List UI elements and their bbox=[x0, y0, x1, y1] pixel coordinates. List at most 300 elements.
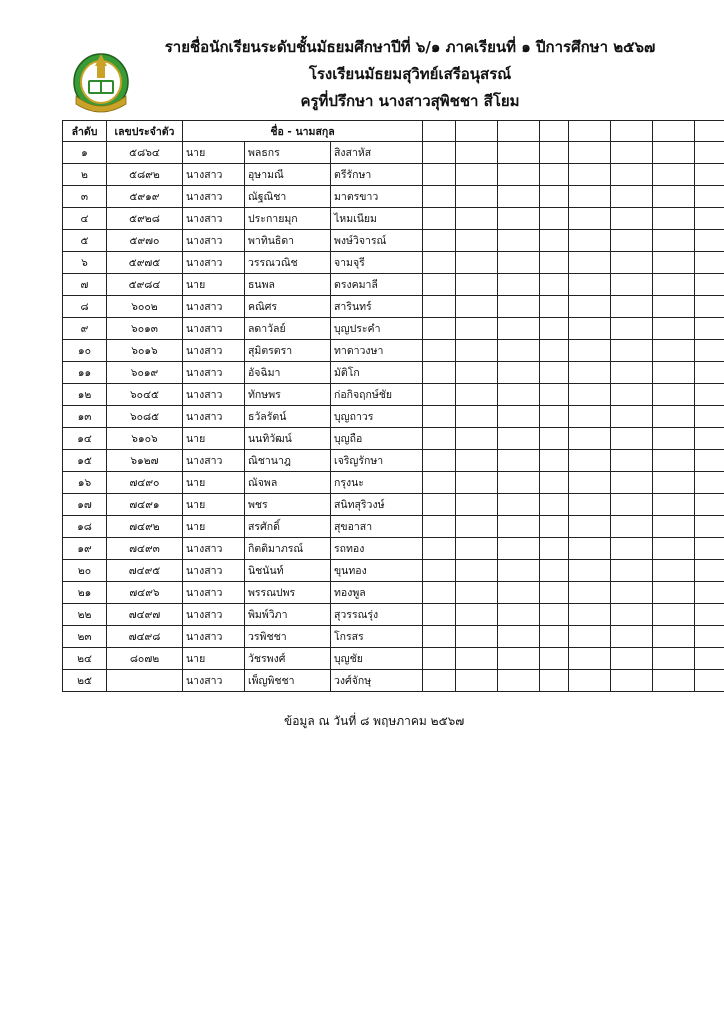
last-name: ตรงคมาลี bbox=[331, 274, 423, 296]
row-number: ๑๘ bbox=[63, 516, 107, 538]
student-id: ๖๐๔๕ bbox=[107, 384, 183, 406]
table-row bbox=[63, 142, 724, 164]
blank-cell bbox=[611, 538, 653, 560]
last-name: ทองพูล bbox=[331, 582, 423, 604]
blank-cell bbox=[423, 472, 456, 494]
blank-cell bbox=[653, 670, 695, 692]
student-id: ๗๔๙๗ bbox=[107, 604, 183, 626]
blank-cell bbox=[695, 604, 724, 626]
blank-cell bbox=[695, 428, 724, 450]
table-row bbox=[63, 318, 724, 340]
header-full-name: ชื่อ - นามสกุล bbox=[183, 121, 423, 142]
blank-cell bbox=[611, 472, 653, 494]
blank-cell bbox=[456, 582, 498, 604]
name-prefix: นาย bbox=[183, 142, 245, 164]
last-name: ขุนทอง bbox=[331, 560, 423, 582]
blank-cell bbox=[611, 494, 653, 516]
table-row bbox=[63, 362, 724, 384]
blank-cell bbox=[498, 516, 540, 538]
student-id: ๕๘๖๔ bbox=[107, 142, 183, 164]
row-number: ๑๕ bbox=[63, 450, 107, 472]
blank-cell bbox=[569, 230, 611, 252]
blank-cell bbox=[569, 164, 611, 186]
blank-cell bbox=[695, 450, 724, 472]
blank-cell bbox=[540, 384, 569, 406]
blank-cell bbox=[695, 318, 724, 340]
blank-cell bbox=[653, 142, 695, 164]
first-name: เพ็ญพิชชา bbox=[245, 670, 331, 692]
student-id: ๖๐๐๒ bbox=[107, 296, 183, 318]
blank-cell bbox=[569, 274, 611, 296]
first-name: ประกายมุก bbox=[245, 208, 331, 230]
row-number: ๒๓ bbox=[63, 626, 107, 648]
blank-cell bbox=[456, 230, 498, 252]
blank-cell bbox=[423, 582, 456, 604]
row-number: ๑๐ bbox=[63, 340, 107, 362]
first-name: วัชรพงศ์ bbox=[245, 648, 331, 670]
row-number: ๒๑ bbox=[63, 582, 107, 604]
blank-header-cell bbox=[498, 121, 540, 142]
last-name: สุวรรณรุ่ง bbox=[331, 604, 423, 626]
blank-header-cell bbox=[423, 121, 456, 142]
blank-cell bbox=[569, 472, 611, 494]
name-prefix: นางสาว bbox=[183, 164, 245, 186]
blank-cell bbox=[540, 538, 569, 560]
blank-cell bbox=[423, 230, 456, 252]
blank-cell bbox=[653, 362, 695, 384]
blank-cell bbox=[423, 142, 456, 164]
blank-cell bbox=[569, 340, 611, 362]
blank-cell bbox=[456, 362, 498, 384]
student-id: ๕๙๑๙ bbox=[107, 186, 183, 208]
name-prefix: นาย bbox=[183, 516, 245, 538]
blank-cell bbox=[540, 582, 569, 604]
data-date-note: ข้อมูล ณ วันที่ ๘ พฤษภาคม ๒๕๖๗ bbox=[284, 714, 465, 728]
blank-cell bbox=[569, 252, 611, 274]
blank-cell bbox=[456, 142, 498, 164]
table-row bbox=[63, 472, 724, 494]
name-prefix: นาย bbox=[183, 274, 245, 296]
blank-cell bbox=[456, 428, 498, 450]
blank-cell bbox=[569, 406, 611, 428]
blank-cell bbox=[653, 296, 695, 318]
blank-cell bbox=[569, 208, 611, 230]
blank-header-cell bbox=[611, 121, 653, 142]
blank-cell bbox=[456, 560, 498, 582]
blank-cell bbox=[498, 472, 540, 494]
blank-cell bbox=[456, 604, 498, 626]
blank-cell bbox=[423, 648, 456, 670]
student-id: ๗๔๙๓ bbox=[107, 538, 183, 560]
blank-cell bbox=[456, 472, 498, 494]
row-number: ๖ bbox=[63, 252, 107, 274]
blank-cell bbox=[611, 274, 653, 296]
blank-cell bbox=[653, 648, 695, 670]
name-prefix: นางสาว bbox=[183, 296, 245, 318]
blank-cell bbox=[695, 516, 724, 538]
blank-cell bbox=[540, 494, 569, 516]
blank-cell bbox=[653, 428, 695, 450]
first-name: นิชนันท์ bbox=[245, 560, 331, 582]
blank-cell bbox=[423, 208, 456, 230]
blank-cell bbox=[653, 208, 695, 230]
blank-cell bbox=[653, 384, 695, 406]
blank-cell bbox=[695, 648, 724, 670]
table-row bbox=[63, 186, 724, 208]
blank-cell bbox=[695, 406, 724, 428]
blank-cell bbox=[569, 318, 611, 340]
first-name: พรรณปพร bbox=[245, 582, 331, 604]
student-id: ๗๔๙๒ bbox=[107, 516, 183, 538]
student-id bbox=[107, 670, 183, 692]
row-number: ๒ bbox=[63, 164, 107, 186]
student-id: ๗๔๙๑ bbox=[107, 494, 183, 516]
blank-cell bbox=[569, 604, 611, 626]
blank-cell bbox=[611, 384, 653, 406]
blank-cell bbox=[498, 406, 540, 428]
last-name: สุขอาสา bbox=[331, 516, 423, 538]
table-row bbox=[63, 538, 724, 560]
blank-cell bbox=[423, 626, 456, 648]
first-name: คณิศร bbox=[245, 296, 331, 318]
blank-cell bbox=[498, 362, 540, 384]
blank-cell bbox=[653, 406, 695, 428]
document-title: รายชื่อนักเรียนระดับชั้นมัธยมศึกษาปีที่ ๖/๑ ภาคเรียนที่ ๑ ปีการศึกษา ๒๕๖๗ bbox=[164, 38, 656, 56]
blank-cell bbox=[423, 164, 456, 186]
blank-cell bbox=[456, 296, 498, 318]
blank-cell bbox=[423, 428, 456, 450]
blank-cell bbox=[456, 164, 498, 186]
blank-cell bbox=[653, 340, 695, 362]
blank-cell bbox=[695, 560, 724, 582]
blank-cell bbox=[423, 538, 456, 560]
name-prefix: นางสาว bbox=[183, 208, 245, 230]
blank-cell bbox=[498, 186, 540, 208]
blank-cell bbox=[611, 142, 653, 164]
last-name: มัติโก bbox=[331, 362, 423, 384]
blank-cell bbox=[540, 406, 569, 428]
row-number: ๑๖ bbox=[63, 472, 107, 494]
first-name: อัจฉิมา bbox=[245, 362, 331, 384]
blank-cell bbox=[540, 670, 569, 692]
blank-cell bbox=[611, 164, 653, 186]
table-row bbox=[63, 494, 724, 516]
row-number: ๒๐ bbox=[63, 560, 107, 582]
name-prefix: นางสาว bbox=[183, 340, 245, 362]
table-header-row bbox=[63, 121, 724, 142]
blank-cell bbox=[498, 318, 540, 340]
blank-cell bbox=[653, 472, 695, 494]
first-name: อุษามณี bbox=[245, 164, 331, 186]
blank-cell bbox=[456, 648, 498, 670]
blank-cell bbox=[498, 384, 540, 406]
blank-cell bbox=[423, 494, 456, 516]
blank-cell bbox=[498, 494, 540, 516]
first-name: สุมิตรตรา bbox=[245, 340, 331, 362]
name-prefix: นางสาว bbox=[183, 252, 245, 274]
blank-cell bbox=[498, 230, 540, 252]
name-prefix: นางสาว bbox=[183, 384, 245, 406]
student-id: ๕๙๒๘ bbox=[107, 208, 183, 230]
last-name: ก่อกิจฤกษ์ชัย bbox=[331, 384, 423, 406]
row-number: ๑๒ bbox=[63, 384, 107, 406]
blank-cell bbox=[611, 406, 653, 428]
blank-cell bbox=[498, 560, 540, 582]
blank-cell bbox=[423, 274, 456, 296]
blank-cell bbox=[695, 670, 724, 692]
table-row bbox=[63, 670, 724, 692]
blank-cell bbox=[611, 582, 653, 604]
advisor-teacher: ครูที่ปรึกษา นางสาวสุพิชชา สีโยม bbox=[300, 92, 520, 110]
blank-header-cell bbox=[653, 121, 695, 142]
student-id: ๕๙๘๔ bbox=[107, 274, 183, 296]
blank-cell bbox=[611, 626, 653, 648]
student-id: ๗๔๙๐ bbox=[107, 472, 183, 494]
table-row bbox=[63, 428, 724, 450]
blank-cell bbox=[695, 538, 724, 560]
blank-cell bbox=[423, 604, 456, 626]
blank-cell bbox=[695, 472, 724, 494]
name-prefix: นางสาว bbox=[183, 582, 245, 604]
blank-cell bbox=[540, 296, 569, 318]
last-name: พงษ์วิจารณ์ bbox=[331, 230, 423, 252]
blank-cell bbox=[498, 538, 540, 560]
blank-cell bbox=[540, 626, 569, 648]
blank-cell bbox=[653, 582, 695, 604]
name-prefix: นางสาว bbox=[183, 318, 245, 340]
table-row bbox=[63, 406, 724, 428]
blank-cell bbox=[653, 450, 695, 472]
row-number: ๒๒ bbox=[63, 604, 107, 626]
student-id: ๕๘๙๒ bbox=[107, 164, 183, 186]
blank-cell bbox=[653, 274, 695, 296]
blank-cell bbox=[540, 208, 569, 230]
blank-cell bbox=[611, 252, 653, 274]
student-id: ๖๑๐๖ bbox=[107, 428, 183, 450]
blank-cell bbox=[498, 274, 540, 296]
header-no: ลำดับ bbox=[63, 121, 107, 142]
last-name: เจริญรักษา bbox=[331, 450, 423, 472]
table-row bbox=[63, 208, 724, 230]
table-row bbox=[63, 604, 724, 626]
blank-cell bbox=[695, 296, 724, 318]
table-row bbox=[63, 230, 724, 252]
blank-cell bbox=[695, 340, 724, 362]
blank-cell bbox=[611, 428, 653, 450]
name-prefix: นาย bbox=[183, 472, 245, 494]
student-id: ๗๔๙๕ bbox=[107, 560, 183, 582]
blank-cell bbox=[540, 450, 569, 472]
first-name: กิตติมาภรณ์ bbox=[245, 538, 331, 560]
last-name: บุญถือ bbox=[331, 428, 423, 450]
blank-cell bbox=[695, 208, 724, 230]
last-name: สารินทร์ bbox=[331, 296, 423, 318]
table-row bbox=[63, 164, 724, 186]
blank-cell bbox=[498, 208, 540, 230]
row-number: ๒๕ bbox=[63, 670, 107, 692]
student-id: ๗๔๙๖ bbox=[107, 582, 183, 604]
blank-cell bbox=[695, 626, 724, 648]
first-name: นนทิวัฒน์ bbox=[245, 428, 331, 450]
blank-cell bbox=[569, 296, 611, 318]
blank-cell bbox=[540, 604, 569, 626]
blank-cell bbox=[540, 560, 569, 582]
first-name: ธวัลรัตน์ bbox=[245, 406, 331, 428]
blank-cell bbox=[695, 142, 724, 164]
blank-cell bbox=[423, 186, 456, 208]
school-logo bbox=[70, 46, 132, 116]
blank-cell bbox=[611, 186, 653, 208]
blank-cell bbox=[456, 494, 498, 516]
blank-cell bbox=[498, 648, 540, 670]
row-number: ๑๙ bbox=[63, 538, 107, 560]
first-name: พิมพ์วิภา bbox=[245, 604, 331, 626]
row-number: ๑๑ bbox=[63, 362, 107, 384]
blank-cell bbox=[498, 428, 540, 450]
blank-cell bbox=[456, 626, 498, 648]
first-name: ณัฐณิชา bbox=[245, 186, 331, 208]
blank-cell bbox=[498, 450, 540, 472]
row-number: ๗ bbox=[63, 274, 107, 296]
blank-cell bbox=[540, 472, 569, 494]
school-name: โรงเรียนมัธยมสุวิทย์เสรีอนุสรณ์ bbox=[308, 65, 512, 83]
blank-cell bbox=[456, 406, 498, 428]
student-id: ๖๐๑๙ bbox=[107, 362, 183, 384]
student-id: ๕๙๗๕ bbox=[107, 252, 183, 274]
blank-cell bbox=[611, 604, 653, 626]
blank-cell bbox=[569, 560, 611, 582]
first-name: พลธกร bbox=[245, 142, 331, 164]
blank-cell bbox=[423, 384, 456, 406]
blank-cell bbox=[653, 494, 695, 516]
blank-cell bbox=[569, 670, 611, 692]
student-id: ๕๙๗๐ bbox=[107, 230, 183, 252]
blank-cell bbox=[423, 340, 456, 362]
blank-cell bbox=[653, 252, 695, 274]
blank-cell bbox=[540, 164, 569, 186]
blank-cell bbox=[423, 252, 456, 274]
blank-header-cell bbox=[456, 121, 498, 142]
blank-cell bbox=[456, 516, 498, 538]
last-name: มาตรขาว bbox=[331, 186, 423, 208]
blank-cell bbox=[569, 428, 611, 450]
last-name: สนิทสุริวงษ์ bbox=[331, 494, 423, 516]
blank-cell bbox=[540, 428, 569, 450]
table-row bbox=[63, 516, 724, 538]
blank-cell bbox=[653, 186, 695, 208]
blank-cell bbox=[611, 670, 653, 692]
table-row bbox=[63, 252, 724, 274]
blank-cell bbox=[540, 340, 569, 362]
blank-cell bbox=[569, 582, 611, 604]
blank-cell bbox=[653, 230, 695, 252]
blank-cell bbox=[569, 516, 611, 538]
blank-cell bbox=[498, 296, 540, 318]
last-name: จามจุรี bbox=[331, 252, 423, 274]
blank-cell bbox=[456, 384, 498, 406]
blank-cell bbox=[569, 648, 611, 670]
table-row bbox=[63, 296, 724, 318]
blank-cell bbox=[423, 516, 456, 538]
last-name: ตรีรักษา bbox=[331, 164, 423, 186]
blank-cell bbox=[498, 626, 540, 648]
blank-cell bbox=[653, 164, 695, 186]
blank-cell bbox=[569, 538, 611, 560]
first-name: ณัจพล bbox=[245, 472, 331, 494]
blank-cell bbox=[569, 450, 611, 472]
blank-cell bbox=[695, 164, 724, 186]
blank-cell bbox=[611, 450, 653, 472]
row-number: ๓ bbox=[63, 186, 107, 208]
blank-cell bbox=[540, 252, 569, 274]
blank-cell bbox=[540, 648, 569, 670]
blank-cell bbox=[456, 208, 498, 230]
name-prefix: นางสาว bbox=[183, 538, 245, 560]
first-name: วรพิชชา bbox=[245, 626, 331, 648]
blank-cell bbox=[569, 186, 611, 208]
name-prefix: นางสาว bbox=[183, 362, 245, 384]
blank-cell bbox=[456, 450, 498, 472]
blank-cell bbox=[423, 318, 456, 340]
blank-cell bbox=[498, 252, 540, 274]
last-name: วงศ์จักษุ bbox=[331, 670, 423, 692]
blank-cell bbox=[423, 296, 456, 318]
blank-cell bbox=[611, 340, 653, 362]
last-name: รถทอง bbox=[331, 538, 423, 560]
blank-cell bbox=[611, 208, 653, 230]
blank-cell bbox=[611, 648, 653, 670]
last-name: สิงสาหัส bbox=[331, 142, 423, 164]
name-prefix: นาย bbox=[183, 494, 245, 516]
name-prefix: นางสาว bbox=[183, 560, 245, 582]
first-name: ลดาวัลย์ bbox=[245, 318, 331, 340]
table-row bbox=[63, 626, 724, 648]
last-name: โกรสร bbox=[331, 626, 423, 648]
blank-cell bbox=[540, 318, 569, 340]
blank-cell bbox=[653, 538, 695, 560]
blank-cell bbox=[611, 318, 653, 340]
blank-cell bbox=[456, 274, 498, 296]
blank-header-cell bbox=[695, 121, 724, 142]
last-name: ทาดาวงษา bbox=[331, 340, 423, 362]
table-row bbox=[63, 648, 724, 670]
row-number: ๑๗ bbox=[63, 494, 107, 516]
name-prefix: นางสาว bbox=[183, 604, 245, 626]
table-row bbox=[63, 450, 724, 472]
blank-cell bbox=[456, 318, 498, 340]
blank-cell bbox=[569, 494, 611, 516]
name-prefix: นาย bbox=[183, 648, 245, 670]
row-number: ๒๔ bbox=[63, 648, 107, 670]
blank-cell bbox=[611, 230, 653, 252]
blank-cell bbox=[695, 252, 724, 274]
blank-header-cell bbox=[540, 121, 569, 142]
blank-cell bbox=[695, 186, 724, 208]
blank-cell bbox=[498, 164, 540, 186]
last-name: บุญถาวร bbox=[331, 406, 423, 428]
first-name: ทักษพร bbox=[245, 384, 331, 406]
blank-cell bbox=[695, 230, 724, 252]
student-id: ๗๔๙๘ bbox=[107, 626, 183, 648]
blank-cell bbox=[498, 142, 540, 164]
blank-cell bbox=[695, 494, 724, 516]
blank-cell bbox=[423, 362, 456, 384]
blank-cell bbox=[695, 362, 724, 384]
first-name: วรรณวณิช bbox=[245, 252, 331, 274]
student-id: ๖๐๑๓ bbox=[107, 318, 183, 340]
table-body bbox=[63, 142, 724, 692]
blank-cell bbox=[456, 340, 498, 362]
